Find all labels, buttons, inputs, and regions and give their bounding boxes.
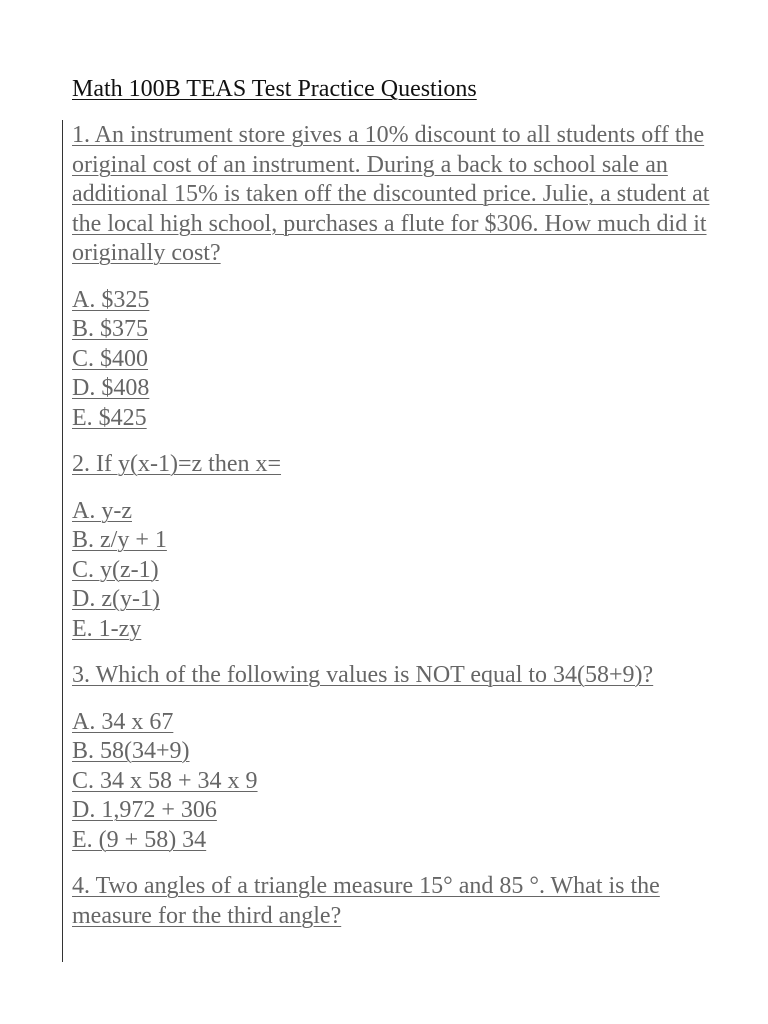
answer-choice[interactable] <box>72 526 732 556</box>
answer-choices <box>72 708 732 856</box>
answer-choice[interactable] <box>72 767 732 797</box>
answer-choice-text[interactable]: E. 1-zy <box>72 615 142 642</box>
answer-choice[interactable] <box>72 404 732 434</box>
answer-choice[interactable] <box>72 826 732 856</box>
question-2 <box>72 450 732 480</box>
answer-choice[interactable] <box>72 615 732 645</box>
answer-choice-text[interactable]: B. 58(34+9) <box>72 738 190 764</box>
page-title: Math 100B TEAS Test Practice Questions <box>72 76 477 102</box>
answer-choice-text[interactable]: D. z(y-1) <box>72 586 160 612</box>
question-3 <box>72 661 732 691</box>
answer-choice-text[interactable]: A. $325 <box>72 286 150 313</box>
question-text-link[interactable]: 1. An instrument store gives a 10% discount to all students off the original cost of an instrument. During a back to school sale an additional 15% is taken off the discounted price. Julie, a student at the local high school, purchases a flute for $306. How much did it originally cost? <box>72 122 710 266</box>
question-1 <box>72 121 732 269</box>
answer-choice[interactable] <box>72 497 732 527</box>
answer-choice[interactable] <box>72 345 732 375</box>
answer-choice-text[interactable]: A. y-z <box>72 497 132 524</box>
answer-choice-text[interactable]: B. z/y + 1 <box>72 527 167 553</box>
question-text[interactable] <box>72 661 732 691</box>
answer-choice-text[interactable]: A. 34 x 67 <box>72 708 174 735</box>
answer-choice-text[interactable]: B. $375 <box>72 316 149 342</box>
answer-choice-text[interactable]: E. (9 + 58) 34 <box>72 826 207 853</box>
answer-choice[interactable] <box>72 585 732 615</box>
answer-choice[interactable] <box>72 796 732 826</box>
question-list <box>72 121 732 948</box>
answer-choice-text[interactable]: E. $425 <box>72 404 147 431</box>
answer-choice-text[interactable]: C. $400 <box>72 345 149 372</box>
answer-choice[interactable] <box>72 286 732 316</box>
answer-choice[interactable] <box>72 556 732 586</box>
question-text[interactable] <box>72 450 732 480</box>
answer-choices <box>72 497 732 645</box>
question-text[interactable] <box>72 121 732 269</box>
answer-choice[interactable] <box>72 315 732 345</box>
answer-choice-text[interactable]: C. 34 x 58 + 34 x 9 <box>72 767 258 794</box>
answer-choice-text[interactable]: D. 1,972 + 306 <box>72 797 217 823</box>
question-text-link[interactable]: 4. Two angles of a triangle measure 15° and 85 °. What is the measure for the third angle? <box>72 873 660 929</box>
answer-choice-text[interactable]: D. $408 <box>72 375 150 401</box>
answer-choice[interactable] <box>72 374 732 404</box>
answer-choice[interactable] <box>72 737 732 767</box>
question-4 <box>72 872 732 931</box>
answer-choices <box>72 286 732 434</box>
question-text-link[interactable]: 3. Which of the following values is NOT equal to 34(58+9)? <box>72 662 654 688</box>
question-text-link[interactable]: 2. If y(x-1)=z then x= <box>72 451 282 477</box>
answer-choice-text[interactable]: C. y(z-1) <box>72 556 159 583</box>
answer-choice[interactable] <box>72 708 732 738</box>
question-text[interactable] <box>72 872 732 931</box>
left-margin-rule <box>62 120 63 962</box>
